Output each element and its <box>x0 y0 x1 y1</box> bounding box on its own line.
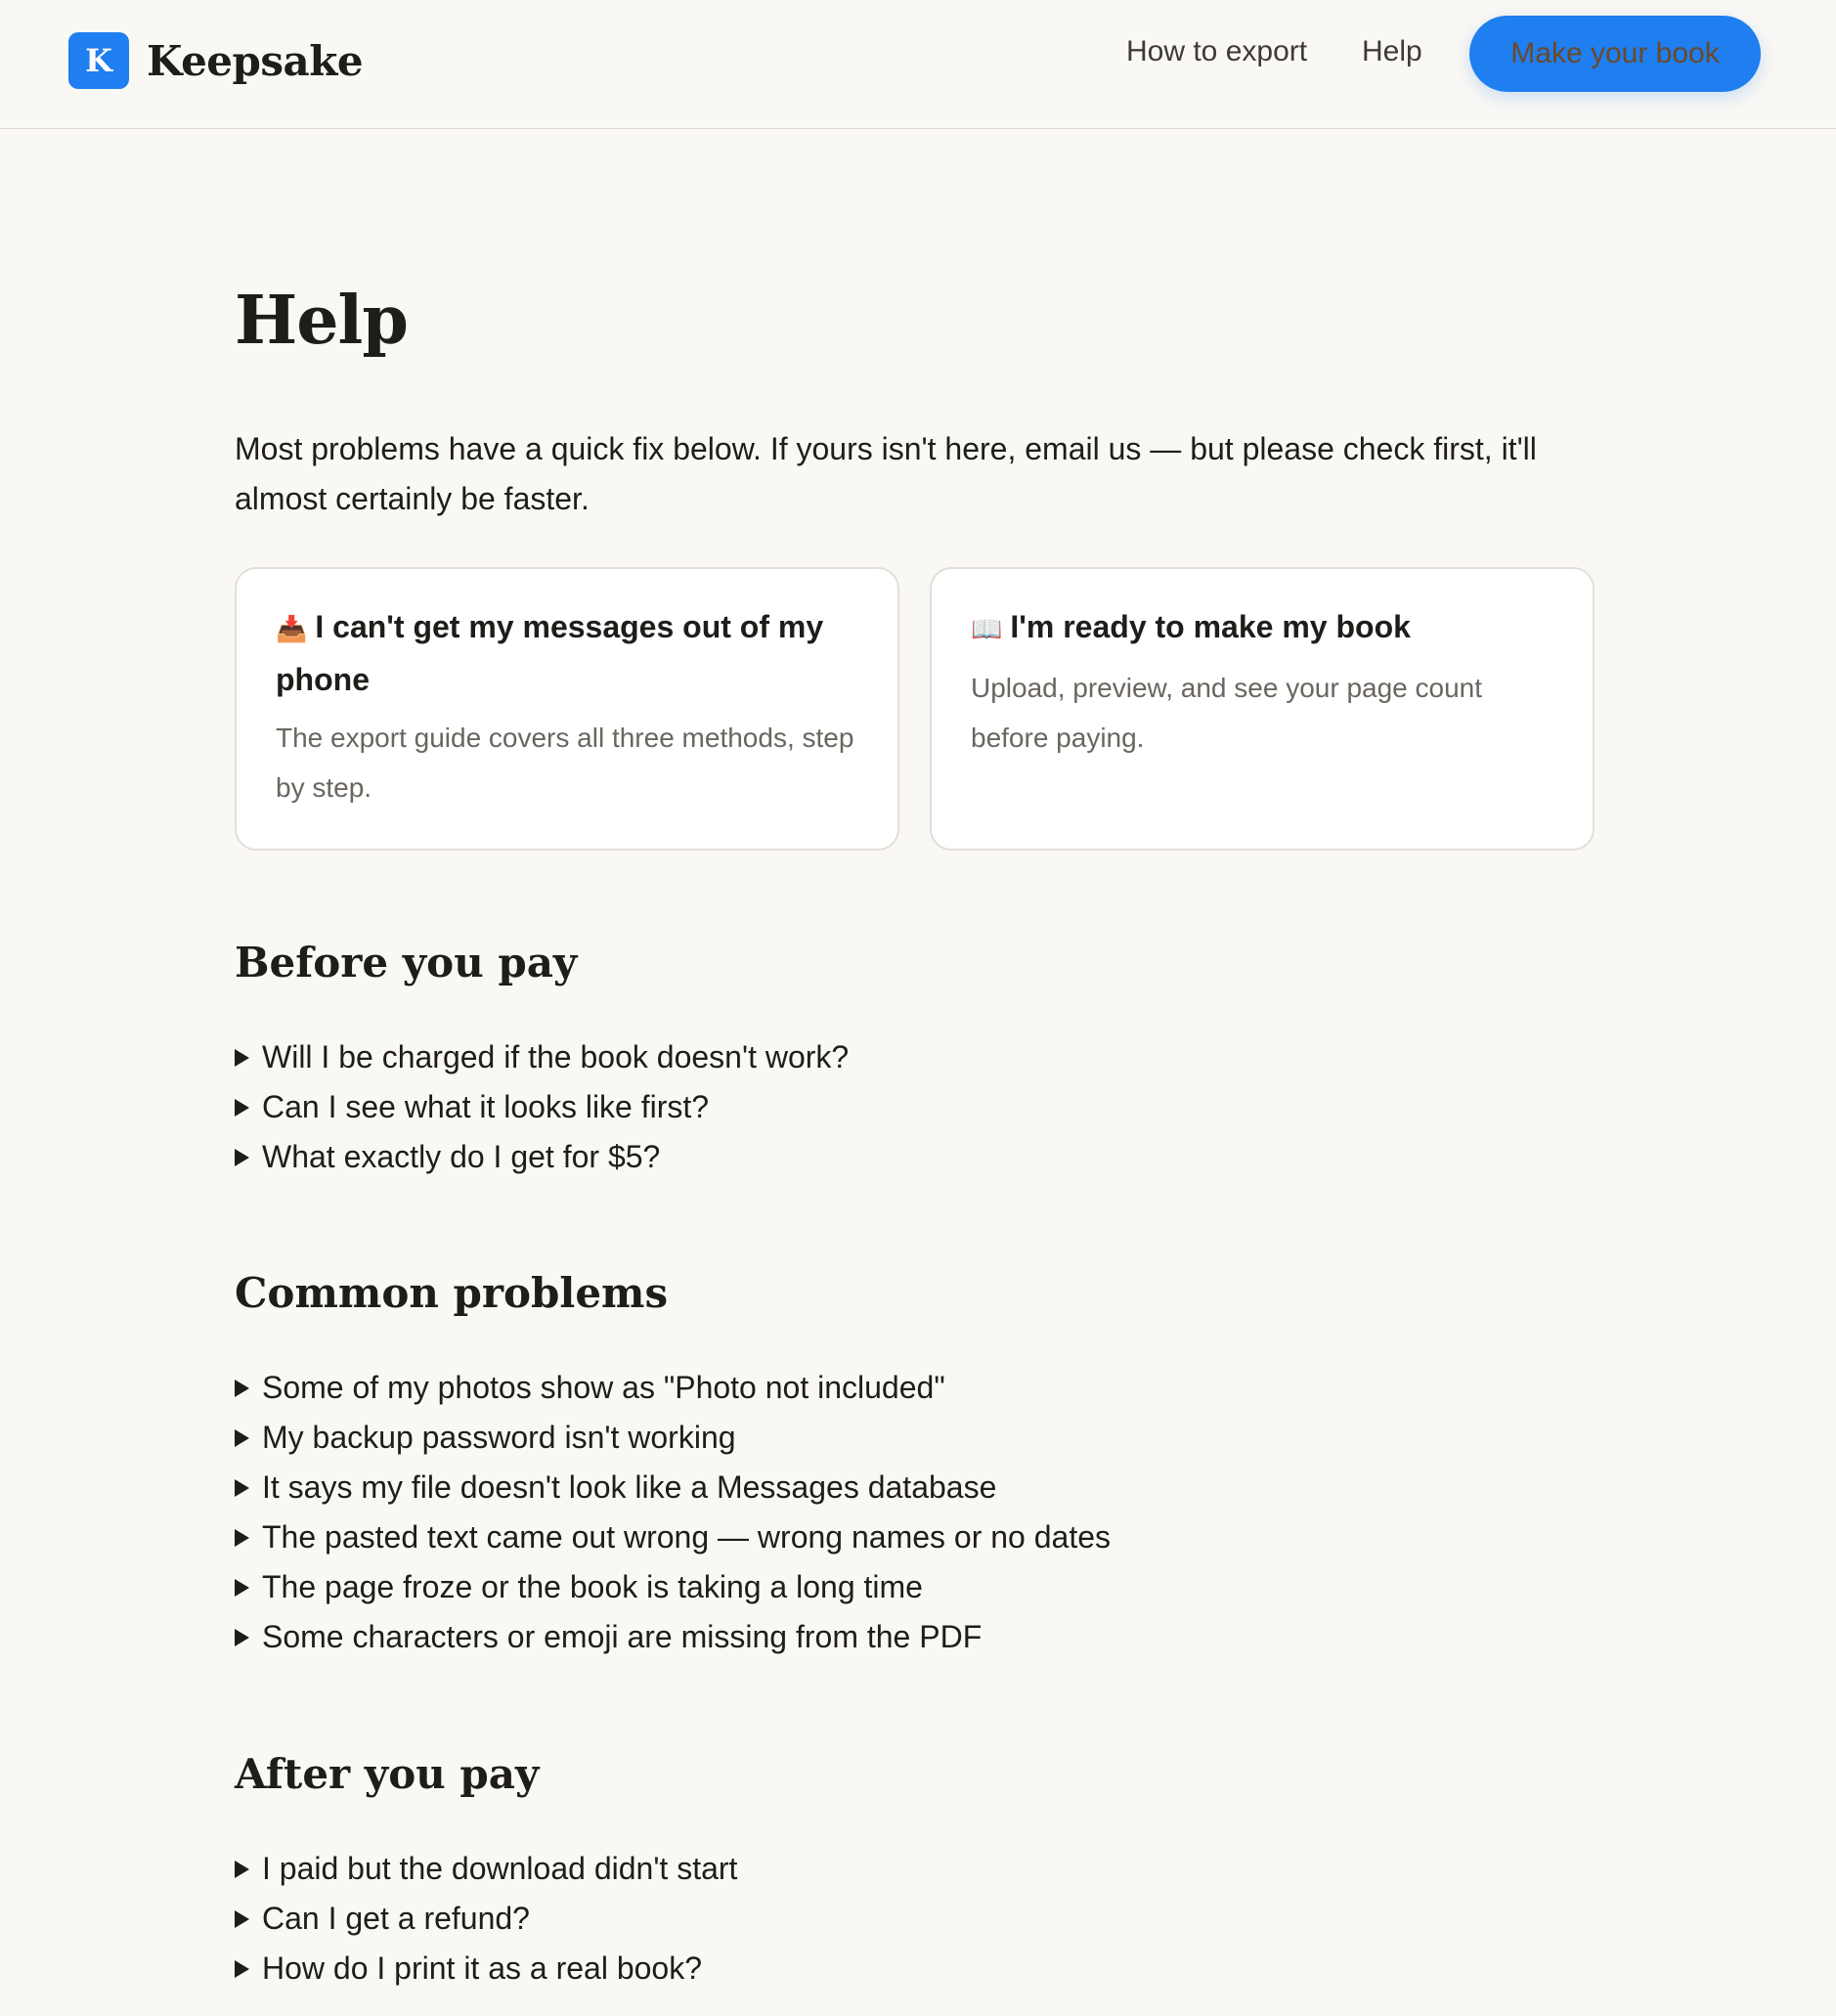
nav-how-to-export[interactable]: How to export <box>1126 35 1308 67</box>
nav-help[interactable]: Help <box>1362 35 1422 67</box>
faq-item[interactable] <box>233 1844 737 1894</box>
section-title-before-you-pay: Before you pay <box>235 939 578 986</box>
page-title: Help <box>235 282 408 360</box>
brand-name: Keepsake <box>147 36 364 85</box>
faq-question: Can I get a refund? <box>262 1901 530 1936</box>
faq-item[interactable] <box>233 1463 1111 1512</box>
brand-logo-link[interactable] <box>68 32 363 89</box>
faq-question: The pasted text came out wrong — wrong names or no dates <box>262 1519 1112 1555</box>
disclosure-triangle-icon <box>235 1099 249 1117</box>
intro-text: Most problems have a quick fix below. If yours isn't here, email us — but please check first, it'll almost certainly be faster. <box>235 431 1537 516</box>
disclosure-triangle-icon <box>235 1479 249 1497</box>
faq-item[interactable] <box>233 1082 849 1132</box>
faq-item[interactable] <box>233 1363 1111 1413</box>
make-book-card[interactable] <box>930 567 1595 851</box>
faq-item[interactable] <box>233 1944 737 1994</box>
section-title-common-problems: Common problems <box>235 1269 669 1317</box>
faq-item[interactable] <box>233 1413 1111 1463</box>
make-your-book-button[interactable]: Make your book <box>1469 16 1761 92</box>
faq-item[interactable] <box>233 1894 737 1944</box>
faq-question: My backup password isn't working <box>262 1420 736 1455</box>
card-title-text: I'm ready to make my book <box>1010 609 1411 644</box>
disclosure-triangle-icon <box>235 1960 249 1978</box>
faq-item[interactable] <box>233 1032 849 1082</box>
card-title <box>971 602 1553 655</box>
card-description: The export guide covers all three methods, step by step. <box>276 723 854 803</box>
faq-question: Will I be charged if the book doesn't work? <box>262 1039 850 1074</box>
faq-question: It says my file doesn't look like a Messages database <box>262 1469 997 1505</box>
logo-mark-icon: K <box>68 32 129 89</box>
faq-question: Some of my photos show as "Photo not included" <box>262 1370 945 1405</box>
faq-question: What exactly do I get for $5? <box>262 1139 661 1174</box>
faq-question: Some characters or emoji are missing from the PDF <box>262 1619 983 1654</box>
open-book-icon: 📖 <box>971 615 1003 644</box>
faq-item[interactable] <box>233 1562 1111 1612</box>
faq-list-after-you-pay <box>233 1844 737 1994</box>
disclosure-triangle-icon <box>235 1629 249 1646</box>
faq-question: The page froze or the book is taking a long time <box>262 1569 923 1604</box>
disclosure-triangle-icon <box>235 1579 249 1597</box>
disclosure-triangle-icon <box>235 1529 249 1547</box>
card-title <box>276 602 858 705</box>
card-title-text: I can't get my messages out of my phone <box>276 609 824 697</box>
faq-item[interactable] <box>233 1612 1111 1662</box>
faq-question: I paid but the download didn't start <box>262 1851 738 1886</box>
section-title-after-you-pay: After you pay <box>235 1750 540 1798</box>
faq-question: Can I see what it looks like first? <box>262 1089 710 1124</box>
disclosure-triangle-icon <box>235 1049 249 1067</box>
disclosure-triangle-icon <box>235 1149 249 1166</box>
inbox-tray-icon: 📥 <box>276 615 308 644</box>
card-description: Upload, preview, and see your page count before paying. <box>971 673 1483 753</box>
faq-question: How do I print it as a real book? <box>262 1950 703 1986</box>
faq-list-common-problems <box>233 1363 1111 1662</box>
faq-item[interactable] <box>233 1132 849 1182</box>
faq-item[interactable] <box>233 1512 1111 1562</box>
disclosure-triangle-icon <box>235 1380 249 1397</box>
export-guide-card[interactable] <box>235 567 899 851</box>
site-header <box>0 0 1836 129</box>
disclosure-triangle-icon <box>235 1429 249 1447</box>
disclosure-triangle-icon <box>235 1861 249 1878</box>
disclosure-triangle-icon <box>235 1910 249 1928</box>
faq-list-before-you-pay <box>233 1032 849 1182</box>
